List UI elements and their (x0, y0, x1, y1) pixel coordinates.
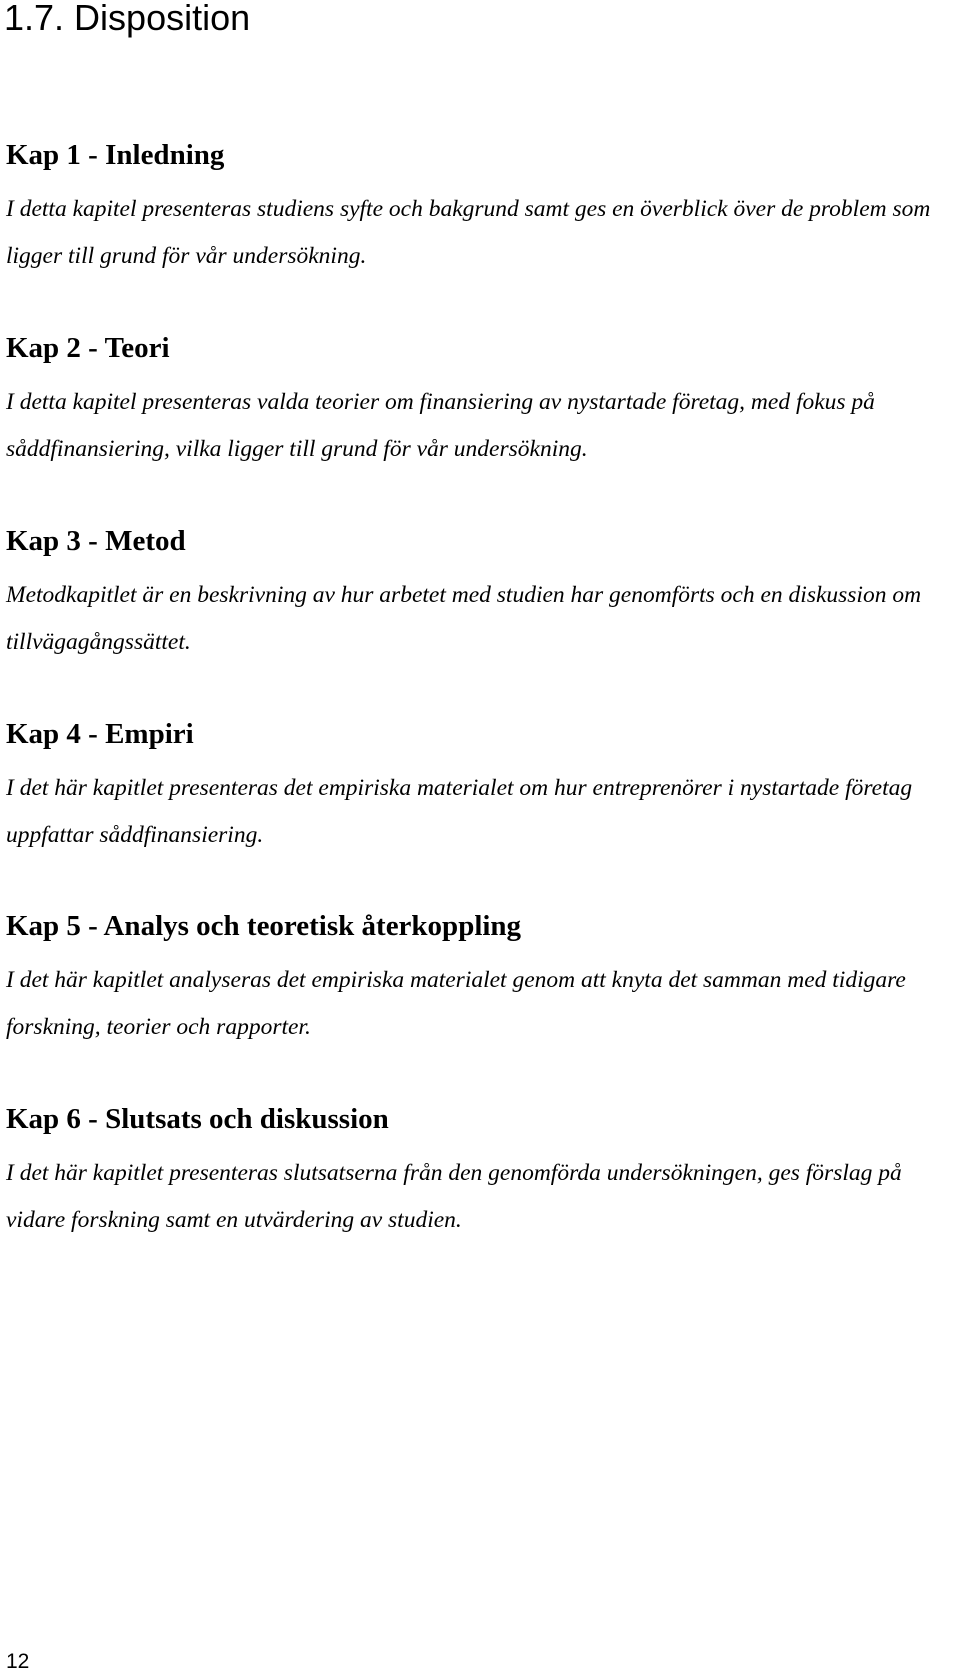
chapter-section-1 (6, 138, 956, 280)
chapter-heading: Kap 4 - Empiri (6, 718, 194, 750)
chapter-heading: Kap 2 - Teori (6, 332, 170, 364)
chapter-section-2 (6, 331, 956, 473)
chapter-heading: Kap 5 - Analys och teoretisk återkoppling (6, 910, 522, 942)
chapter-section-6 (6, 1102, 956, 1244)
chapter-description: I detta kapitel presenteras studiens syfte och bakgrund samt ges en överblick över de problem som ligger till grund för vår undersökning. (6, 196, 931, 269)
chapter-description: I detta kapitel presenteras valda teorier om finansiering av nystartade företag, med fokus på såddfinansiering, vilka ligger till grund för vår undersökning. (6, 389, 875, 462)
chapter-description: Metodkapitlet är en beskrivning av hur arbetet med studien har genomförts och en diskussion om tillvägagångssättet. (6, 582, 922, 655)
chapter-heading: Kap 3 - Metod (6, 525, 186, 557)
chapter-heading: Kap 6 - Slutsats och diskussion (6, 1103, 389, 1135)
chapter-description: I det här kapitlet analyseras det empiriska materialet genom att knyta det samman med tidigare forskning, teorier och rapporter. (6, 967, 906, 1040)
chapter-description: I det här kapitlet presenteras det empiriska materialet om hur entreprenörer i nystartade företag uppfattar såddfinansiering. (6, 775, 913, 848)
page-title: 1.7. Disposition (4, 0, 251, 38)
chapter-section-4 (6, 717, 956, 859)
chapter-section-3 (6, 524, 956, 666)
chapter-description: I det här kapitlet presenteras slutsatserna från den genomförda undersökningen, ges förslag på vidare forskning samt en utvärdering av studien. (6, 1160, 902, 1233)
chapter-section-5 (6, 909, 956, 1051)
chapter-heading: Kap 1 - Inledning (6, 139, 225, 171)
page-number: 12 (6, 1650, 30, 1673)
